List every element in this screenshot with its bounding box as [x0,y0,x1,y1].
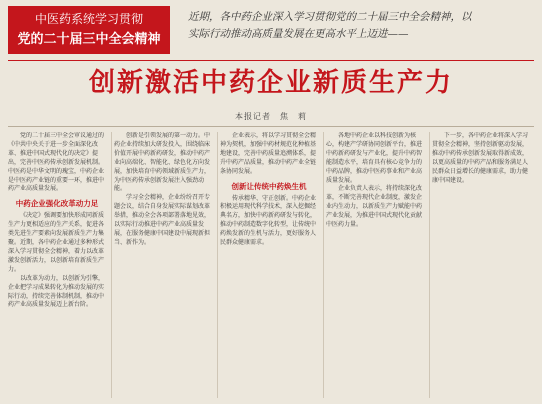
body-paragraph: 创新是引领发展的第一动力。中药企业持续加大研发投入，围绕临床价值开展中药新药研发，推动中药产业向高端化、智能化、绿色化方向发展，加快培育中药领域新质生产力，为中医药传承创新发展注入强劲动能。 [114,132,211,193]
article-column-3 [220,132,318,400]
intro-text [188,9,534,43]
body-paragraph: 企业表示，将以学习贯彻全会精神为契机，加强中药材规范化种植基地建设，完善中药质量追溯体系，提升中药产品质量，推动中药产业全链条协同发展。 [220,132,317,175]
section-subheading: 中药企业强化改革动力足 [15,199,99,209]
article-title: 创新激活中药企业新质生产力 [88,68,453,98]
column-divider [217,132,218,398]
body-paragraph: 学习全会精神，企业纷纷召开专题会议，结合自身发展实际谋划改革举措，推动全会各项部署落地见效，以实际行动推进中药产业高质量发展，在服务健康中国建设中展现新担当、新作为。 [114,194,211,246]
body-paragraph: 企业负责人表示，将持续深化改革，不断完善现代企业制度，激发企业内生动力，以新质生产力赋能中药产业发展，为推进中国式现代化贡献中医药力量。 [326,185,423,229]
intro-line-1: 近期，各中药企业深入学习贯彻党的二十届三中全会精神，以 [188,11,472,23]
body-paragraph: 各地中药企业以科技创新为核心，构建产学研协同创新平台，推进中药新药研发与产业化，提升中药智能制造水平，培育具有核心竞争力的中药品牌，推动中医药事业和产业高质量发展。 [326,132,423,184]
column-divider [111,132,112,398]
banner-line-1: 中医药系统学习贯彻 [34,12,143,26]
body-paragraph: 党的二十届三中全会审议通过的《中共中央关于进一步全面深化改革、推进中国式现代化的决定》提出，完善中医药传承创新发展机制。中医药是中华文明的瑰宝，中药企业是中医药产业链的重要一环，推进中药产业高质量发展。 [8,132,105,193]
byline: 本报记者 焦 莉 [235,112,307,121]
body-paragraph: 《决定》强调要加快形成同新质生产力更相适应的生产关系，促进各类先进生产要素向发展新质生产力集聚。近期，各中药企业通过多种形式深入学习贯彻全会精神，着力以改革激发创新活力，以创新培育新质生产力。 [8,212,105,273]
top-rule [8,60,534,61]
title-rule [8,126,534,127]
column-banner [8,6,170,54]
body-paragraph: 传承精华、守正创新。中药企业积极运用现代科学技术，深入挖掘经典名方，加快中药新药研发与转化，推动中药制造数字化转型，让传统中药焕发新的生机与活力，更好服务人民群众健康需求。 [220,194,317,247]
column-divider [323,132,324,398]
section-subheading: 创新让传统中药焕生机 [231,181,307,191]
body-paragraph: 下一步，各中药企业将深入学习贯彻全会精神，坚持创新驱动发展，推动中药传承创新发展取得新成效，以更高质量的中药产品和服务满足人民群众日益增长的健康需求，助力健康中国建设。 [432,132,529,184]
body-paragraph: 以改革为动力，以创新为引擎，企业把学习成果转化为推动发展的实际行动，持续完善体制机制，推动中药产业高质量发展迈上新台阶。 [8,274,105,309]
article-column-4 [326,132,424,400]
banner-line-2: 党的二十届三中全会精神 [17,32,161,47]
intro-line-2: 实际行动推动高质量发展在更高水平上迈进—— [188,28,409,40]
article-column-2 [114,132,212,400]
column-divider [429,132,430,398]
article-column-1 [8,132,106,400]
article-column-5 [432,132,530,400]
